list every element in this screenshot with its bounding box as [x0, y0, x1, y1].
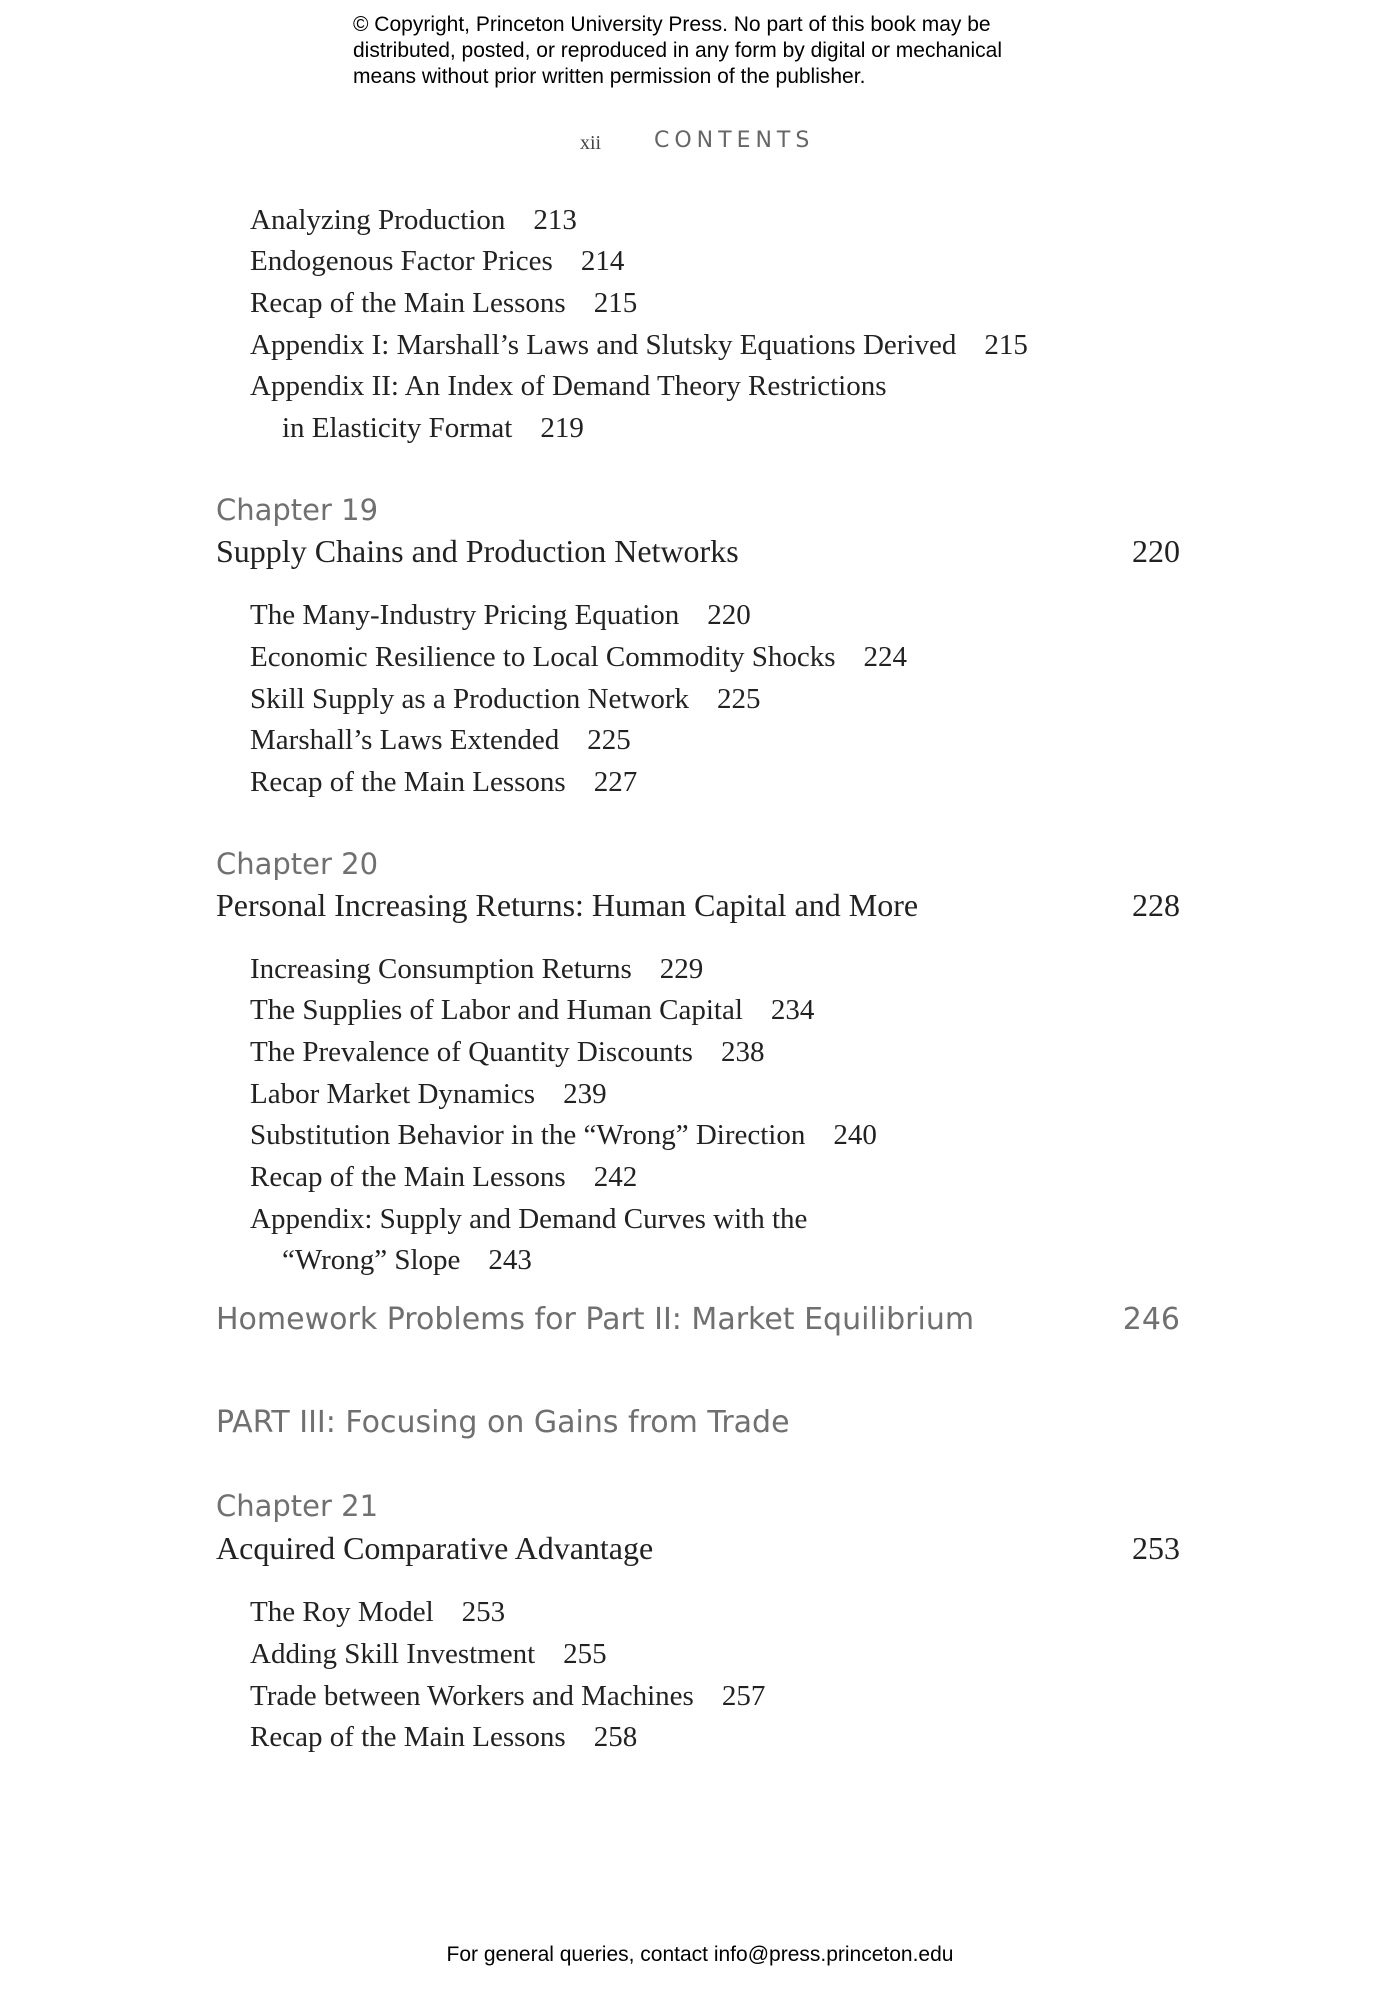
toc-entry	[250, 765, 637, 799]
copyright-line: distributed, posted, or reproduced in any form by digital or mechanical	[353, 39, 1003, 62]
toc-entry-title: “Wrong” Slope	[282, 1244, 461, 1276]
toc-entry-title: Adding Skill Investment	[250, 1638, 536, 1670]
part-heading: PART III: Focusing on Gains from Trade	[216, 1405, 790, 1440]
toc-entry-page: 215	[984, 329, 1028, 361]
chapter-page: 228	[1132, 887, 1180, 923]
toc-entry-page: 253	[461, 1596, 506, 1628]
toc-entry-title: Recap of the Main Lessons	[250, 766, 566, 798]
toc-entry-page: 213	[533, 204, 577, 236]
toc-entry-page: 214	[580, 245, 625, 277]
toc-entry-title: Endogenous Factor Prices	[250, 245, 553, 277]
toc-entry-continuation	[282, 1243, 532, 1277]
toc-entry	[250, 328, 1028, 362]
toc-entry-title: Economic Resilience to Local Commodity Shocks	[250, 641, 836, 673]
toc-entry	[250, 640, 907, 674]
toc-entry-title: Appendix II: An Index of Demand Theory Restrictions	[250, 370, 887, 402]
homework-heading: Homework Problems for Part II: Market Equilibrium	[216, 1302, 975, 1337]
toc-entry	[250, 723, 631, 757]
copyright-line: © Copyright, Princeton University Press. No part of this book may be	[353, 13, 991, 36]
toc-entry-title: Skill Supply as a Production Network	[250, 683, 690, 715]
toc-entry-page: 224	[863, 641, 908, 673]
toc-entry	[250, 1035, 764, 1069]
toc-entry	[250, 203, 577, 237]
toc-entry	[250, 1595, 505, 1629]
toc-entry-title: Trade between Workers and Machines	[250, 1680, 694, 1712]
toc-entry	[250, 1077, 607, 1111]
chapter-label: Chapter 21	[216, 1489, 379, 1523]
chapter-page: 220	[1132, 533, 1180, 569]
toc-entry-page: 215	[593, 287, 638, 319]
toc-entry	[250, 1637, 607, 1671]
toc-entry-page: 258	[593, 1721, 638, 1753]
toc-entry-continuation	[282, 411, 584, 445]
toc-entry-page: 220	[707, 599, 751, 631]
toc-entry-title: The Many-Industry Pricing Equation	[250, 599, 680, 631]
toc-entry-page: 238	[720, 1036, 765, 1068]
toc-entry	[250, 1679, 765, 1713]
toc-entry-page: 242	[593, 1161, 638, 1193]
toc-entry	[250, 682, 761, 716]
toc-entry	[250, 1202, 807, 1236]
toc-entry-title: Labor Market Dynamics	[250, 1078, 536, 1110]
toc-entry	[250, 369, 887, 403]
toc-entry-title: Recap of the Main Lessons	[250, 1161, 566, 1193]
chapter-label: Chapter 20	[216, 847, 379, 881]
toc-entry-page: 255	[563, 1638, 607, 1670]
toc-entry	[250, 1720, 637, 1754]
chapter-title: Supply Chains and Production Networks	[216, 533, 739, 569]
chapter-title: Personal Increasing Returns: Human Capital and More	[216, 887, 919, 923]
toc-entry-title: The Prevalence of Quantity Discounts	[250, 1036, 693, 1068]
toc-entry	[250, 598, 751, 632]
toc-entry-page: 239	[563, 1078, 607, 1110]
toc-entry-page: 234	[770, 994, 815, 1026]
toc-entry-page: 240	[833, 1119, 877, 1151]
toc-entry-title: Marshall’s Laws Extended	[250, 724, 560, 756]
toc-entry-page: 257	[721, 1680, 766, 1712]
toc-entry-title: Recap of the Main Lessons	[250, 1721, 566, 1753]
toc-entry-page: 225	[717, 683, 761, 715]
page-folio: xii	[580, 132, 602, 154]
toc-entry-page: 243	[488, 1244, 532, 1276]
toc-entry-title: in Elasticity Format	[282, 412, 513, 444]
toc-entry	[250, 244, 624, 278]
toc-entry-page: 219	[540, 412, 584, 444]
toc-entry	[250, 952, 703, 986]
copyright-line: means without prior written permission of the publisher.	[353, 65, 866, 88]
toc-entry-title: Appendix: Supply and Demand Curves with the	[250, 1203, 808, 1235]
toc-entry-title: Appendix I: Marshall’s Laws and Slutsky Equations Derived	[250, 329, 957, 361]
toc-entry-title: The Supplies of Labor and Human Capital	[250, 994, 743, 1026]
toc-entry	[250, 993, 814, 1027]
toc-entry-title: Increasing Consumption Returns	[250, 953, 632, 985]
toc-entry-title: Substitution Behavior in the “Wrong” Direction	[250, 1119, 806, 1151]
toc-entry-title: Analyzing Production	[250, 204, 506, 236]
chapter-title: Acquired Comparative Advantage	[216, 1530, 654, 1566]
contents-heading: CONTENTS	[654, 128, 815, 153]
toc-entry	[250, 286, 637, 320]
toc-entry-page: 227	[593, 766, 638, 798]
toc-entry-page: 229	[659, 953, 704, 985]
chapter-page: 253	[1132, 1530, 1180, 1566]
chapter-label: Chapter 19	[216, 493, 379, 527]
toc-entry-page: 225	[587, 724, 631, 756]
copyright-notice	[353, 12, 1113, 90]
toc-entry-title: Recap of the Main Lessons	[250, 287, 566, 319]
running-head	[0, 128, 1400, 158]
toc-entry	[250, 1160, 637, 1194]
homework-page: 246	[1122, 1302, 1180, 1337]
toc-entry-title: The Roy Model	[250, 1596, 434, 1628]
footer-contact: For general queries, contact info@press.princeton.edu	[446, 1943, 954, 1966]
toc-entry	[250, 1118, 877, 1152]
